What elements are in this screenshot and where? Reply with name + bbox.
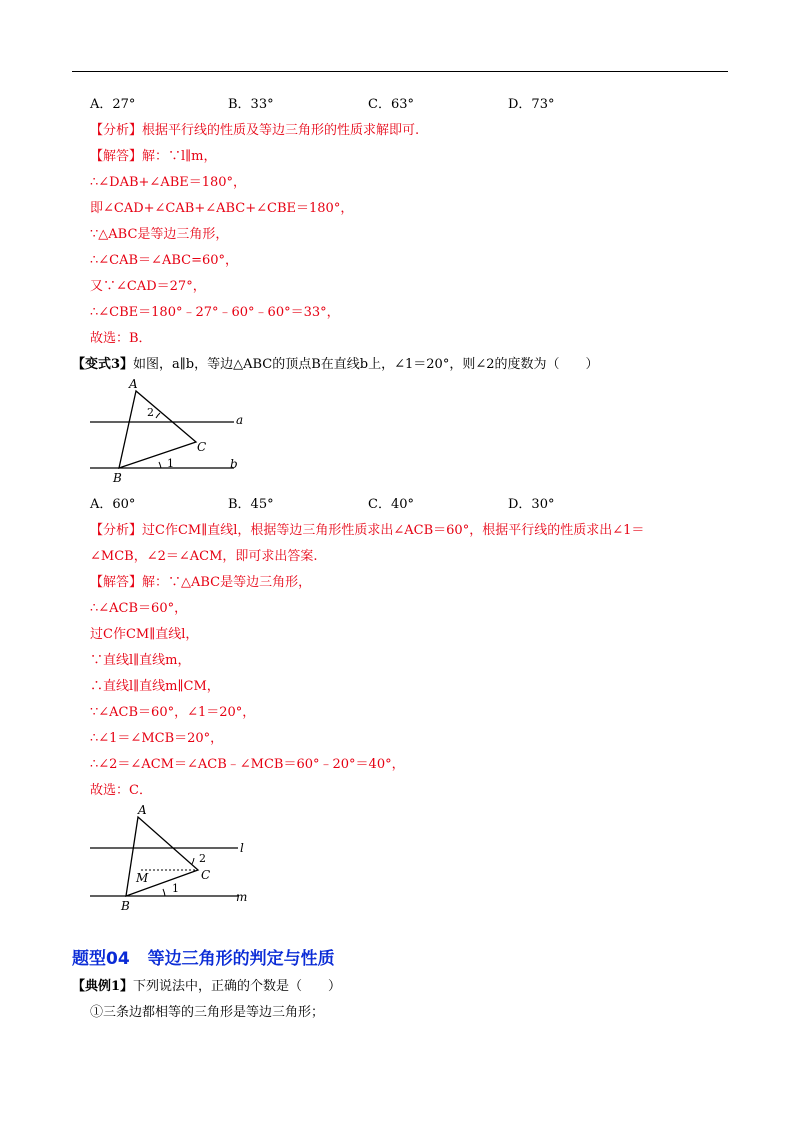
label-angle-2: 2 — [199, 852, 206, 865]
solution-line: 【解答】解：∵l∥m， — [90, 149, 217, 164]
section-heading — [72, 944, 353, 969]
solution-line: ∴直线l∥直线m∥CM， — [90, 679, 220, 694]
example-text: 下列说法中，正确的个数是（ ） — [133, 979, 342, 994]
figure-triangle-parallel — [86, 374, 256, 486]
label-l: l — [240, 841, 244, 855]
solution-line: ∵△ABC是等边三角形， — [90, 227, 229, 242]
label-A: A — [138, 803, 147, 817]
question-stem — [72, 356, 599, 374]
label-a: a — [236, 413, 244, 427]
label-B: B — [121, 899, 130, 913]
option-b: B．45° — [228, 497, 274, 512]
label-m: m — [236, 890, 248, 904]
option-d: D．73° — [508, 97, 555, 112]
label-angle-2: 2 — [147, 406, 154, 419]
option-d: D．30° — [508, 497, 555, 512]
analysis-text: ∠MCB，∠2＝∠ACM，即可求出答案. — [90, 549, 318, 564]
figure-solution-triangle — [86, 800, 266, 918]
option-a: A．60° — [90, 497, 136, 512]
example-item: ①三条边都相等的三角形是等边三角形； — [90, 1005, 325, 1020]
label-angle-1: 1 — [167, 457, 174, 470]
label-M: M — [136, 871, 149, 885]
solution-line: ∴∠DAB+∠ABE＝180°， — [90, 175, 247, 190]
solution-line: ∴∠1＝∠MCB＝20°， — [90, 731, 224, 746]
section-title: 等边三角形的判定与性质 — [147, 949, 335, 969]
analysis-text: 【分析】根据平行线的性质及等边三角形的性质求解即可. — [90, 123, 420, 138]
solution-line: 故选：B． — [90, 331, 152, 346]
label-B: B — [113, 471, 122, 485]
option-c: C．40° — [368, 497, 414, 512]
solution-line: 过C作CM∥直线l， — [90, 627, 199, 642]
question-label: 【变式3】 — [72, 357, 134, 372]
solution-line: ∴∠CBE＝180°﹣27°﹣60°﹣60°＝33°， — [90, 305, 340, 320]
solution-line: ∴∠ACB＝60°， — [90, 601, 188, 616]
label-C: C — [197, 440, 207, 454]
solution-line: 【解答】解：∵△ABC是等边三角形， — [90, 575, 312, 590]
solution-line: ∵∠ACB＝60°，∠1＝20°， — [90, 705, 256, 720]
label-A: A — [129, 377, 138, 391]
option-a: A．27° — [90, 97, 136, 112]
solution-line: 故选：C． — [90, 783, 152, 798]
top-rule — [72, 71, 728, 72]
solution-line: ∵直线l∥直线m， — [90, 653, 191, 668]
label-angle-1: 1 — [172, 882, 179, 895]
example-label: 【典例1】 — [72, 979, 134, 994]
option-c: C．63° — [368, 97, 414, 112]
solution-line: ∴∠CAB＝∠ABC=60°， — [90, 253, 239, 268]
analysis-text: 【分析】过C作CM∥直线l，根据等边三角形性质求出∠ACB＝60°，根据平行线的性质求出∠1＝ — [90, 523, 645, 538]
solution-line: 又∵∠CAD＝27°， — [90, 279, 206, 294]
section-number: 题型04 — [72, 949, 130, 969]
example-stem — [72, 978, 341, 996]
option-b: B．33° — [228, 97, 274, 112]
question-text: 如图，a∥b，等边△ABC的顶点B在直线b上，∠1＝20°，则∠2的度数为（ ） — [133, 357, 599, 372]
label-C: C — [201, 868, 211, 882]
label-b: b — [230, 457, 238, 471]
solution-line: ∴∠2＝∠ACM＝∠ACB﹣∠MCB＝60°﹣20°＝40°， — [90, 757, 405, 772]
solution-line: 即∠CAD+∠CAB+∠ABC+∠CBE＝180°， — [90, 201, 354, 216]
